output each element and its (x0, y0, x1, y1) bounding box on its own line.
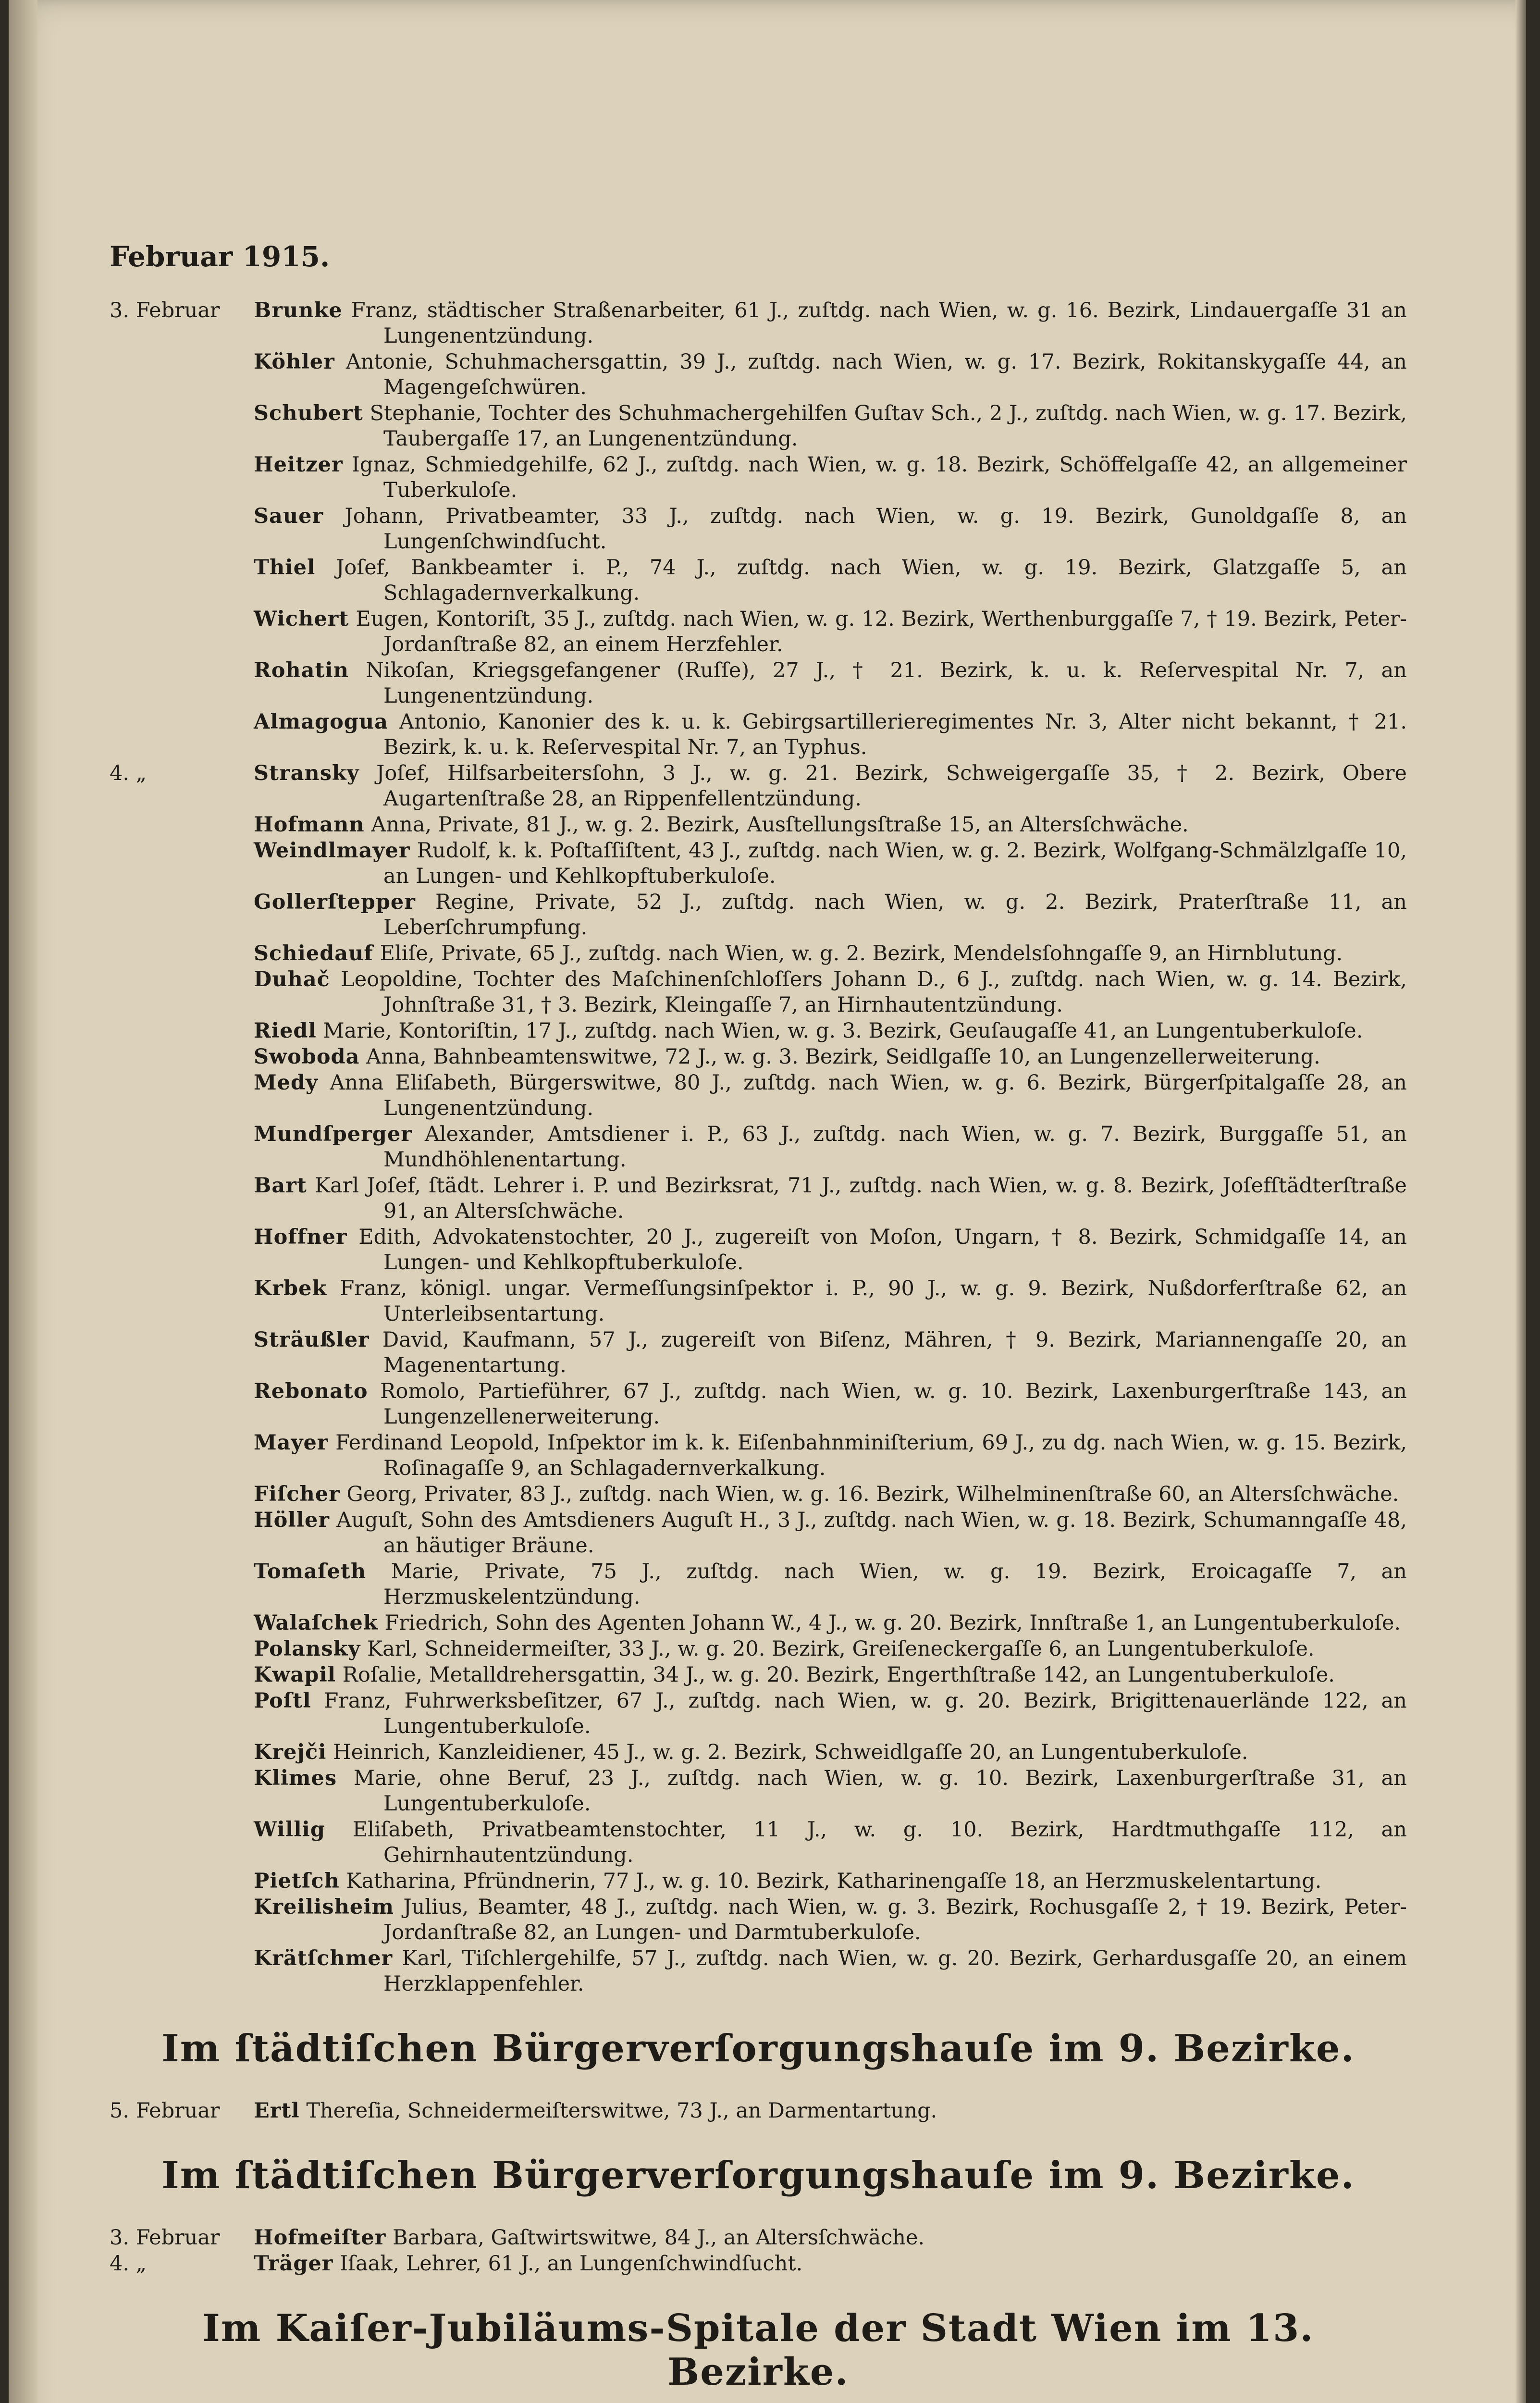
entry-surname: Höller (254, 1508, 330, 1532)
entry-surname: Schiedauf (254, 941, 373, 966)
entry-surname: Ertl (254, 2099, 300, 2123)
entry-details: Franz, städtischer Straßenarbeiter, 61 J., zuſtdg. nach Wien, w. g. 16. Bezirk, Lindauergaſſe 31 an Lungenentzündung. (351, 298, 1407, 348)
entry-text (254, 1018, 1407, 1044)
entry-surname: Kwapil (254, 1663, 336, 1687)
entry-surname: Weindlmayer (254, 839, 410, 863)
death-entry (110, 1044, 1407, 1070)
death-entry (110, 452, 1407, 503)
entry-surname: Swoboda (254, 1045, 360, 1069)
entry-surname: Mayer (254, 1431, 329, 1455)
entry-text (254, 349, 1407, 400)
entry-surname: Krätſchmer (254, 1946, 393, 1970)
entry-details: Rudolf, k. k. Poſtaſſiſtent, 43 J., zuſtdg. nach Wien, w. g. 2. Bezirk, Wolfgang-Schmälzlgaſſe 10, an Lungen- und Kehlkopftuberkuloſe. (383, 839, 1407, 888)
entry-details: David, Kaufmann, 57 J., zugereiſt von Biſenz, Mähren, † 9. Bezirk, Mariannengaſſe 20, an Magenentartung. (382, 1328, 1407, 1377)
entry-text (254, 1740, 1407, 1765)
entry-details: Alexander, Amtsdiener i. P., 63 J., zuſtdg. nach Wien, w. g. 7. Bezirk, Burggaſſe 51, an Mundhöhlenentartung. (383, 1122, 1407, 1172)
entry-surname: Bart (254, 1174, 307, 1198)
entry-surname: Klimes (254, 1766, 337, 1790)
entry-text (254, 607, 1407, 657)
death-entry (110, 1508, 1407, 1559)
death-entry (110, 838, 1407, 889)
entry-text (254, 838, 1407, 889)
death-entry (110, 2251, 1407, 2277)
entries-container (110, 298, 1407, 2403)
entry-details: Katharina, Pfründnerin, 77 J., w. g. 10. Bezirk, Katharinengaſſe 18, an Herzmuskelentartung. (346, 1869, 1322, 1893)
entry-details: Romolo, Partieführer, 67 J., zuſtdg. nach Wien, w. g. 10. Bezirk, Laxenburgerſtraße 143, an Lungenzellenerweiterung. (380, 1379, 1407, 1429)
entry-details: Anna, Private, 81 J., w. g. 2. Bezirk, Ausſtellungsſtraße 15, an Altersſchwäche. (371, 813, 1189, 837)
death-entry (110, 298, 1407, 349)
entry-text (254, 1430, 1407, 1481)
entry-surname: Mundſperger (254, 1122, 412, 1146)
entry-details: Georg, Privater, 83 J., zuſtdg. nach Wien, w. g. 16. Bezirk, Wilhelminenſtraße 60, an Altersſchwäche. (346, 1482, 1399, 1506)
entry-text (254, 1070, 1407, 1121)
death-entry (110, 1430, 1407, 1481)
entry-date: 3. Februar (110, 2226, 220, 2250)
section-heading-buergerversorgung-1: Im ſtädtiſchen Bürgerverſorgungshauſe im 9. Bezirke. (161, 2027, 1355, 2070)
entry-surname: Heitzer (254, 453, 343, 477)
entry-surname: Wichert (254, 607, 349, 631)
month-heading: Februar 1915. (110, 240, 330, 273)
entry-surname: Sträußler (254, 1328, 370, 1352)
entry-surname: Hofmeiſter (254, 2226, 386, 2250)
death-entry (110, 2225, 1407, 2251)
death-entry (110, 1895, 1407, 1945)
entry-surname: Kreilisheim (254, 1895, 394, 1919)
document-page (9, 0, 1526, 2403)
entry-surname: Hoffner (254, 1225, 347, 1249)
entry-surname: Duhač (254, 967, 330, 991)
death-entry (110, 1740, 1407, 1765)
entry-surname: Riedl (254, 1019, 317, 1043)
death-entry (110, 1070, 1407, 1121)
entry-details: Friedrich, Sohn des Agenten Johann W., 4 J., w. g. 20. Bezirk, Innſtraße 1, an Lungentuberkuloſe. (384, 1611, 1401, 1635)
entry-details: Anna, Bahnbeamtenswitwe, 72 J., w. g. 3. Bezirk, Seidlgaſſe 10, an Lungenzellerweiterung. (366, 1045, 1320, 1069)
death-entry (110, 1766, 1407, 1817)
entry-surname: Hofmann (254, 813, 365, 837)
entry-text (254, 452, 1407, 503)
entry-list-section-3 (110, 2225, 1407, 2277)
entry-details: Anna Eliſabeth, Bürgerswitwe, 80 J., zuſtdg. nach Wien, w. g. 6. Bezirk, Bürgerſpitalgaſſe 28, an Lungenentzündung. (330, 1071, 1407, 1120)
entry-text (254, 1869, 1407, 1894)
entry-details: Stephanie, Tochter des Schuhmachergehilfen Guſtav Sch., 2 J., zuſtdg. nach Wien, w. g. 17. Bezirk, Taubergaſſe 17, an Lungenentzündung. (370, 401, 1407, 451)
entry-text (254, 1895, 1407, 1945)
death-entry (110, 1610, 1407, 1636)
entry-details: Franz, königl. ungar. Vermeſſungsinſpektor i. P., 90 J., w. g. 9. Bezirk, Nußdorferſtraße 62, an Unterleibsentartung. (340, 1276, 1407, 1326)
entry-text (254, 401, 1407, 452)
entry-details: Eugen, Kontoriſt, 35 J., zuſtdg. nach Wien, w. g. 12. Bezirk, Werthenburggaſſe 7, † 19. Bezirk, Peter-Jordanſtraße 82, an einem Herzfehler. (356, 607, 1407, 656)
death-entry (110, 1173, 1407, 1224)
death-entry (110, 1018, 1407, 1044)
entry-text (254, 555, 1407, 606)
death-entry (110, 812, 1407, 838)
entry-text (254, 1508, 1407, 1559)
death-entry (110, 967, 1407, 1018)
entry-surname: Sauer (254, 504, 324, 528)
entry-text (254, 967, 1407, 1018)
entry-text (254, 1817, 1407, 1868)
death-entry (110, 1276, 1407, 1327)
death-entry (110, 607, 1407, 657)
entry-details: Ferdinand Leopold, Inſpektor im k. k. Eiſenbahnminiſterium, 69 J., zu dg. nach Wien, w. g. 15. Bezirk, Roſinagaſſe 9, an Schlagadernverkalkung. (335, 1431, 1407, 1480)
death-entry (110, 890, 1407, 941)
entry-text (254, 2098, 1407, 2124)
entry-surname: Almagogua (254, 710, 388, 734)
entry-surname: Thiel (254, 556, 316, 580)
entry-text (254, 1122, 1407, 1173)
entry-details: Eliſe, Private, 65 J., zuſtdg. nach Wien, w. g. 2. Bezirk, Mendelsſohngaſſe 9, an Hirnblutung. (380, 941, 1343, 966)
entry-details: Franz, Fuhrwerksbeſitzer, 67 J., zuſtdg. nach Wien, w. g. 20. Bezirk, Brigittenauerlände 122, an Lungentuberkuloſe. (324, 1689, 1407, 1738)
entry-text (254, 1379, 1407, 1430)
entry-surname: Walaſchek (254, 1611, 378, 1635)
entry-text (254, 812, 1407, 838)
entry-surname: Rohatin (254, 658, 349, 682)
entry-text (254, 709, 1407, 760)
death-entry (110, 1482, 1407, 1507)
entry-text (254, 1044, 1407, 1070)
death-entry (110, 709, 1407, 760)
death-entry (110, 2098, 1407, 2124)
entry-surname: Willig (254, 1818, 325, 1842)
entry-details: Karl, Tiſchlergehilfe, 57 J., zuſtdg. nach Wien, w. g. 20. Bezirk, Gerhardusgaſſe 20, an einem Herzklappenfehler. (383, 1946, 1407, 1996)
entry-details: Eliſabeth, Privatbeamtenstochter, 11 J., w. g. 10. Bezirk, Hardtmuthgaſſe 112, an Gehirnhautentzündung. (352, 1818, 1407, 1867)
entry-details: Joſef, Bankbeamter i. P., 74 J., zuſtdg. nach Wien, w. g. 19. Bezirk, Glatzgaſſe 5, an Schlagadernverkalkung. (336, 556, 1407, 605)
page-spine-shadow (9, 0, 37, 2403)
entry-text (254, 1559, 1407, 1610)
death-entry (110, 555, 1407, 606)
entry-details: Marie, ohne Beruf, 23 J., zuſtdg. nach Wien, w. g. 10. Bezirk, Laxenburgerſtraße 31, an Lungentuberkuloſe. (353, 1766, 1407, 1816)
death-entry (110, 761, 1407, 812)
entry-text (254, 1173, 1407, 1224)
entry-surname: Brunke (254, 298, 343, 322)
entry-details: Iſaak, Lehrer, 61 J., an Lungenſchwindſucht. (340, 2252, 803, 2276)
entry-surname: Poſtl (254, 1689, 311, 1713)
entry-list-section-2 (110, 2098, 1407, 2124)
entry-details: Antonie, Schuhmachersgattin, 39 J., zuſtdg. nach Wien, w. g. 17. Bezirk, Rokitanskygaſſe 44, an Magengeſchwüren. (345, 350, 1407, 399)
entry-surname: Tomaſeth (254, 1560, 367, 1584)
death-entry (110, 401, 1407, 452)
entry-text (254, 2251, 1407, 2277)
death-entry (110, 1636, 1407, 1662)
entry-list-main (110, 298, 1407, 1997)
entry-details: Johann, Privatbeamter, 33 J., zuſtdg. nach Wien, w. g. 19. Bezirk, Gunoldgaſſe 8, an Lungenſchwindſucht. (345, 504, 1407, 554)
entry-text (254, 1482, 1407, 1507)
entry-details: Marie, Kontoriſtin, 17 J., zuſtdg. nach Wien, w. g. 3. Bezirk, Geuſaugaſſe 41, an Lungentuberkuloſe. (323, 1019, 1363, 1043)
entry-text (254, 504, 1407, 555)
entry-text (254, 1610, 1407, 1636)
entry-details: Marie, Private, 75 J., zuſtdg. nach Wien, w. g. 19. Bezirk, Eroicagaſſe 7, an Herzmuskelentzündung. (383, 1560, 1407, 1609)
death-entry (110, 1946, 1407, 1997)
entry-text (254, 1225, 1407, 1276)
entry-surname: Krejči (254, 1740, 327, 1764)
death-entry (110, 1869, 1407, 1894)
entry-text (254, 941, 1407, 966)
entry-date: 5. Februar (110, 2099, 220, 2123)
death-entry (110, 504, 1407, 555)
death-entry (110, 1379, 1407, 1430)
death-entry (110, 349, 1407, 400)
entry-details: Julius, Beamter, 48 J., zuſtdg. nach Wien, w. g. 3. Bezirk, Rochusgaſſe 2, † 19. Bezirk, Peter-Jordanſtraße 82, an Lungen- und Darmtuberkuloſe. (383, 1895, 1407, 1945)
entry-text (254, 1636, 1407, 1662)
entry-text (254, 1327, 1407, 1378)
entry-text (254, 1688, 1407, 1739)
entry-surname: Schubert (254, 401, 363, 425)
entry-text (254, 761, 1407, 812)
entry-text (254, 2225, 1407, 2251)
section-heading-buergerversorgung-2: Im ſtädtiſchen Bürgerverſorgungshauſe im 9. Bezirke. (161, 2154, 1355, 2197)
entry-date: 3. Februar (110, 298, 220, 322)
death-entry (110, 1225, 1407, 1276)
entry-details: Karl, Schneidermeiſter, 33 J., w. g. 20. Bezirk, Greiſeneckergaſſe 6, an Lungentuberkuloſe. (367, 1637, 1315, 1661)
entry-date: 4. „ (110, 2252, 147, 2276)
entry-date: 4. „ (110, 761, 147, 785)
page-edge (1515, 0, 1526, 2403)
entry-text (254, 1946, 1407, 1997)
entry-details: Leopoldine, Tochter des Maſchinenſchloſſers Johann D., 6 J., zuſtdg. nach Wien, w. g. 14. Bezirk, Johnſtraße 31, † 3. Bezirk, Kleingaſſe 7, an Hirnhautentzündung. (341, 967, 1407, 1017)
entry-details: Joſef, Hilfsarbeitersſohn, 3 J., w. g. 21. Bezirk, Schweigergaſſe 35, † 2. Bezirk, Obere Augartenſtraße 28, an Rippenfellentzündung. (376, 761, 1407, 811)
section-heading-kaiser-jubilaeums-spital: Im Kaiſer-Jubiläums-Spitale der Stadt Wien im 13. Bezirke. (202, 2306, 1314, 2394)
death-entry (110, 1662, 1407, 1688)
death-entry (110, 941, 1407, 966)
entry-details: Nikoſan, Kriegsgefangener (Ruſſe), 27 J., † 21. Bezirk, k. u. k. Reſervespital Nr. 7, an Lungenentzündung. (366, 658, 1407, 708)
entry-surname: Medy (254, 1071, 319, 1095)
entry-text (254, 1276, 1407, 1327)
entry-surname: Gollerſtepper (254, 890, 416, 914)
death-entry (110, 1122, 1407, 1173)
entry-surname: Pietſch (254, 1869, 340, 1893)
entry-surname: Träger (254, 2252, 333, 2276)
entry-text (254, 1662, 1407, 1688)
entry-details: Barbara, Gaſtwirtswitwe, 84 J., an Altersſchwäche. (393, 2226, 925, 2250)
entry-details: Thereſia, Schneidermeiſterswitwe, 73 J., an Darmentartung. (306, 2099, 937, 2123)
entry-details: Roſalie, Metalldrehersgattin, 34 J., w. g. 20. Bezirk, Engerthſtraße 142, an Lungentuberkuloſe. (342, 1663, 1335, 1687)
entry-surname: Fiſcher (254, 1482, 340, 1506)
entry-details: Antonio, Kanonier des k. u. k. Gebirgsartillerieregimentes Nr. 3, Alter nicht bekannt, † 21. Bezirk, k. u. k. Reſervespital Nr. 7, an Typhus. (383, 710, 1407, 759)
entry-text (254, 890, 1407, 941)
entry-surname: Krbek (254, 1276, 327, 1301)
death-entry (110, 1327, 1407, 1378)
entry-surname: Köhler (254, 350, 335, 374)
entry-text (254, 658, 1407, 709)
entry-details: Ignaz, Schmiedgehilfe, 62 J., zuſtdg. nach Wien, w. g. 18. Bezirk, Schöffelgaſſe 42, an allgemeiner Tuberkuloſe. (351, 453, 1407, 502)
entry-details: Heinrich, Kanzleidiener, 45 J., w. g. 2. Bezirk, Schweidlgaſſe 20, an Lungentuberkuloſe. (333, 1740, 1248, 1764)
entry-details: Karl Joſef, ſtädt. Lehrer i. P. und Bezirksrat, 71 J., zuſtdg. nach Wien, w. g. 8. Bezirk, Joſefſtädterſtraße 91, an Altersſchwäche. (315, 1174, 1407, 1223)
entry-details: Edith, Advokatenstochter, 20 J., zugereiſt von Moſon, Ungarn, † 8. Bezirk, Schmidgaſſe 14, an Lungen- und Kehlkopftuberkuloſe. (358, 1225, 1407, 1275)
entry-surname: Stransky (254, 761, 359, 785)
entry-surname: Polansky (254, 1637, 361, 1661)
entry-surname: Rebonato (254, 1379, 368, 1403)
death-entry (110, 1559, 1407, 1610)
death-entry (110, 658, 1407, 709)
death-entry (110, 1688, 1407, 1739)
entry-details: Auguſt, Sohn des Amtsdieners Auguſt H., 3 J., zuſtdg. nach Wien, w. g. 18. Bezirk, Schumanngaſſe 48, an häutiger Bräune. (336, 1508, 1407, 1558)
entry-text (254, 298, 1407, 349)
entry-text (254, 1766, 1407, 1817)
death-entry (110, 1817, 1407, 1868)
entry-details: Regine, Private, 52 J., zuſtdg. nach Wien, w. g. 2. Bezirk, Praterſtraße 11, an Leberſchrumpfung. (383, 890, 1407, 940)
